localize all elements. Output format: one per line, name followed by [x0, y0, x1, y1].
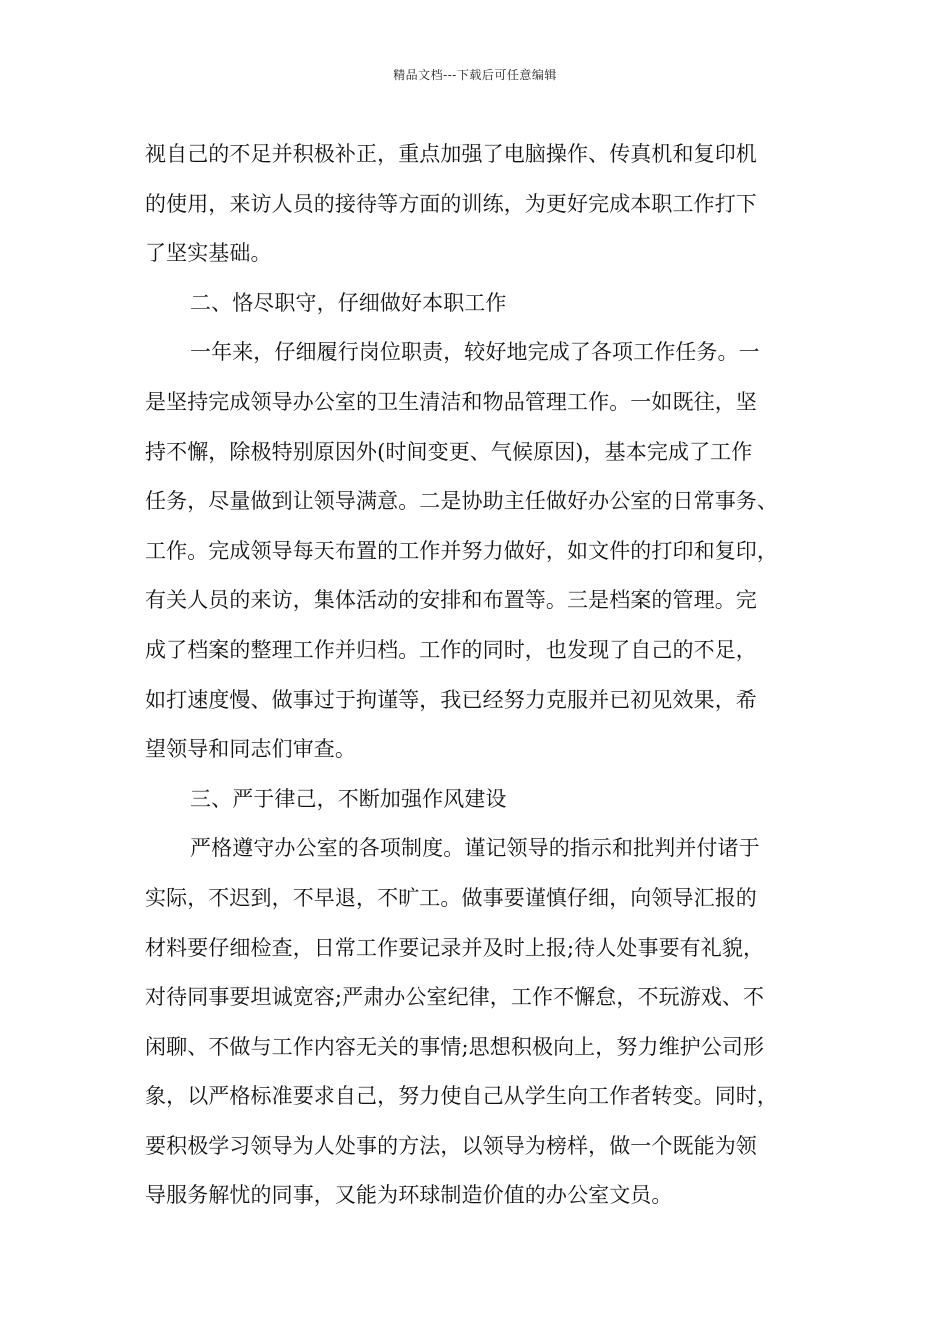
section-heading: 二、恪尽职守，仔细做好本职工作 — [190, 290, 507, 315]
text-line: 实际，不迟到，不早退，不旷工。做事要谨慎仔细，向领导汇报的 — [145, 885, 757, 910]
paragraph-first-line: 一年来，仔细履行岗位职责，较好地完成了各项工作任务。一 — [190, 340, 760, 365]
text-line: 如打速度慢、做事过于拘谨等，我已经努力克服并已初见效果，希 — [145, 687, 757, 712]
text-line: 导服务解忧的同事，又能为环球制造价值的办公室文员。 — [145, 1183, 673, 1208]
text-line: 任务，尽量做到让领导满意。二是协助主任做好办公室的日常事务、 — [145, 489, 778, 514]
text-line: 材料要仔细检查，日常工作要记录并及时上报;待人处事要有礼貌， — [145, 935, 765, 960]
page-header: 精品文档---下载后可任意编辑 — [393, 68, 557, 82]
text-line: 视自己的不足并积极补正，重点加强了电脑操作、传真机和复印机 — [145, 142, 757, 166]
text-line: 持不懈，除极特别原因外(时间变更、气候原因)，基本完成了工作 — [145, 439, 753, 464]
text-line: 象，以严格标准要求自己，努力使自己从学生向工作者转变。同时， — [145, 1084, 778, 1109]
text-line: 是坚持完成领导办公室的卫生清洁和物品管理工作。一如既往，坚 — [145, 389, 757, 414]
text-line: 闲聊、不做与工作内容无关的事情;思想积极向上，努力维护公司形 — [145, 1034, 765, 1059]
paragraph-first-line: 严格遵守办公室的各项制度。谨记领导的指示和批判并付诸于 — [190, 836, 760, 861]
section-heading: 三、严于律己，不断加强作风建设 — [190, 786, 507, 811]
text-line: 的使用，来访人员的接待等方面的训练，为更好完成本职工作打下 — [145, 191, 757, 216]
text-line: 要积极学习领导为人处事的方法，以领导为榜样，做一个既能为领 — [145, 1133, 757, 1158]
text-line: 工作。完成领导每天布置的工作并努力做好，如文件的打印和复印， — [145, 538, 778, 563]
text-line: 了坚实基础。 — [145, 241, 272, 266]
text-line: 有关人员的来访，集体活动的安排和布置等。三是档案的管理。完 — [145, 588, 757, 613]
text-line: 望领导和同志们审查。 — [145, 737, 356, 762]
text-line: 成了档案的整理工作并归档。工作的同时，也发现了自己的不足， — [145, 637, 757, 662]
document-body — [145, 130, 830, 1221]
text-line: 对待同事要坦诚宽容;严肃办公室纪律，工作不懈怠，不玩游戏、不 — [145, 985, 765, 1010]
